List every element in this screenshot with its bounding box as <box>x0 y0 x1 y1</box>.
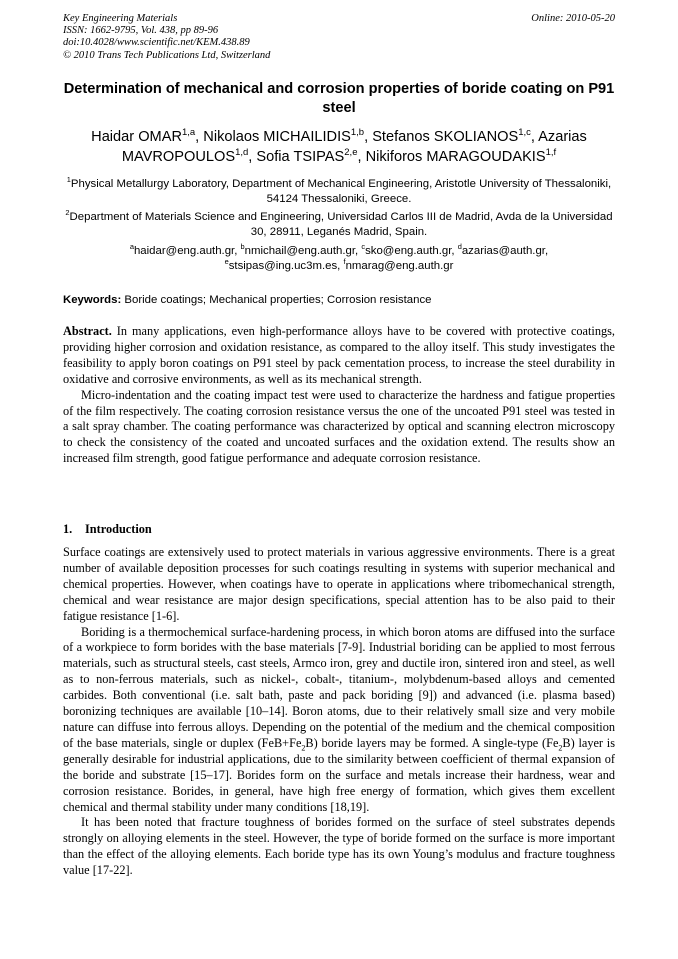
affiliation-superscript: 1 <box>66 175 71 185</box>
email-link[interactable]: sko@eng.auth.gr <box>365 245 452 257</box>
journal-copyright: © 2010 Trans Tech Publications Ltd, Switzerland <box>63 49 271 61</box>
author-superscript: 1,a <box>181 127 196 139</box>
intro-paragraph-1: Surface coatings are extensively used to protect materials in various aggressive environments. There is a great number of available deposition processes for such coatings resulting in systems with superior mechanical and chemical properties. However, when coatings have to operate in applications where tribomechanical strength, chemical and wear resistance are major design specifications, special attention has to be also paid to their fatigue resistance [1-6]. <box>63 545 615 623</box>
section-heading-introduction <box>63 522 152 537</box>
keywords-text: Boride coatings; Mechanical properties; Corrosion resistance <box>124 294 432 306</box>
author-name: Azarias MAVROPOULOS <box>121 129 587 165</box>
keywords-label: Keywords: <box>63 294 122 306</box>
intro-text: B) boride layers may be formed. A single-type (Fe <box>305 735 559 750</box>
author-name: Nikolaos MICHAILIDIS <box>203 129 351 145</box>
abstract-label: Abstract. <box>63 324 112 338</box>
affiliation-2 <box>60 210 618 239</box>
journal-name: Key Engineering Materials <box>63 13 178 24</box>
email-superscript: a <box>129 242 134 252</box>
subscript: 2 <box>301 743 306 753</box>
intro-paragraph-3: It has been noted that fracture toughness of borides formed on the surface of steel substrates depends strongly on alloying elements in the steel. However, the type of boride formed on the surface is more important than the effect of the alloying elements. Each boride type has its own Young’s modulus and fracture toughness value [17-22]. <box>63 815 615 878</box>
section-number: 1. <box>63 522 73 536</box>
online-date: Online: 2010-05-20 <box>531 13 615 24</box>
author-superscript: 2,e <box>344 147 358 159</box>
abstract <box>63 324 615 467</box>
paper-title: Determination of mechanical and corrosion properties of boride coating on P91 steel <box>63 81 615 116</box>
abstract-paragraph <box>63 324 615 388</box>
section-title: Introduction <box>85 522 152 536</box>
email-superscript: b <box>240 242 245 252</box>
journal-header <box>63 13 443 62</box>
author-name: Haidar OMAR <box>91 129 182 145</box>
keywords-line <box>63 293 615 307</box>
abstract-paragraph-2: Micro-indentation and the coating impact test were used to characterize the hardness and fatigue properties of the film respectively. The coating corrosion resistance versus the one of the uncoated P91 steel was tested in a salt spray chamber. The coating performance was characterized by optical and scanning electron microscopy to check the consistency of the coated and uncoated surfaces and the oxidation extend. The results show an increased film strength, good fatigue performance and adequate corrosion resistance. <box>63 387 615 466</box>
email-link[interactable]: stsipas@ing.uc3m.es <box>228 259 338 272</box>
author-name: Sofia TSIPAS <box>256 149 345 165</box>
author-name: Nikiforos MARAGOUDAKIS <box>365 149 546 165</box>
author-superscript: 1,b <box>350 127 365 139</box>
author-list: Haidar OMAR$^{1,a}$, Nikolaos MICHAILIDIS$^{1,b}$, Stefanos SKOLIANOS$^{1,c}$, Azarias MAVROPOULOS$^{1,d}$, Sofia TSIPAS$^{2,e}$, Nikiforos MARAGOUDAKIS$^{1,f}$ <box>91 127 587 165</box>
email-superscript: c <box>361 242 366 252</box>
email-link[interactable]: nmarag@eng.auth.gr <box>345 259 454 272</box>
email-list: $^a$haidar@eng.auth.gr, $^b$nmichail@eng.auth.gr, $^c$sko@eng.auth.gr, $^d$azarias@auth.gr, $^e$stsipas@ing.uc3m.es, $^f$nmarag@eng.auth.gr <box>129 242 549 272</box>
subscript: 2 <box>558 743 563 753</box>
affiliation-text: Department of Materials Science and Engineering, Universidad Carlos III de Madrid, Avda de la Universidad 30, 28911, Leganés Madrid, Spain. <box>69 211 613 238</box>
abstract-text: In many applications, even high-performance alloys have to be covered with protective coatings, providing higher corrosion and oxidation resistance, as compared to the alloy itself. This study investigates the feasibility to apply boron coatings on P91 steel by pack cementation process, to increase the steel durability in oxidative and corrosive environments, as well as its mechanical strength. <box>63 324 616 386</box>
author-superscript: 1,c <box>518 127 531 139</box>
affiliation-1 <box>60 177 618 206</box>
author-name: Stefanos SKOLIANOS <box>372 129 519 145</box>
email-link[interactable]: azarias@auth.gr <box>461 245 545 257</box>
intro-text: B) layer is generally desirable for industrial applications, due to the similarity between coefficient of thermal expansion of the boride and substrate [15–17]. Borides form on the surface and metals increase their hardness, wear and corrosion resistance. Borides, in general, have high free energy of formation, which gives them excellent chemical and thermal stability under many conditions [18,19]. <box>63 735 615 814</box>
affiliation-text: Physical Metallurgy Laboratory, Department of Mechanical Engineering, Aristotle University of Thessaloniki, 54124 Thessaloniki, Greece. <box>70 178 612 205</box>
email-link[interactable]: haidar@eng.auth.gr <box>133 245 235 257</box>
email-superscript: e <box>224 256 229 266</box>
email-superscript: d <box>457 242 462 252</box>
journal-issn: ISSN: 1662-9795, Vol. 438, pp 89-96 <box>63 25 219 37</box>
email-superscript: f <box>343 256 346 266</box>
intro-text: Boriding is a thermochemical surface-hardening process, in which boron atoms are diffused into the surface of a workpiece to form borides with the base materials [7-9]. Industrial boriding can be applied to most ferrous materials, such as structural steels, cast steels, Armco iron, grey and ductile iron, sintered iron and steel, as well as to non-ferrous materials, such as nickel-, cobalt-, titanium-, molybdenum-based alloys and cemented carbides. Both conventional (i.e. salt bath, paste and pack boriding [9]) and advanced (i.e. plasma based) boronizing techniques are available [10–14]. Boron atoms, due to their relatively small size and very mobile nature can diffuse into ferrous alloys. Depending on the potential of the medium and the chemical composition of the base materials, single or duplex (FeB+Fe <box>63 624 615 750</box>
introduction-body <box>63 545 615 879</box>
author-superscript: 1,d <box>235 147 249 159</box>
journal-doi: doi:10.4028/www.scientific.net/KEM.438.89 <box>63 37 250 49</box>
email-link[interactable]: nmichail@eng.auth.gr <box>244 245 356 257</box>
intro-paragraph-2 <box>63 625 615 816</box>
author-superscript: 1,f <box>545 147 557 159</box>
affiliation-superscript: 2 <box>65 208 70 218</box>
